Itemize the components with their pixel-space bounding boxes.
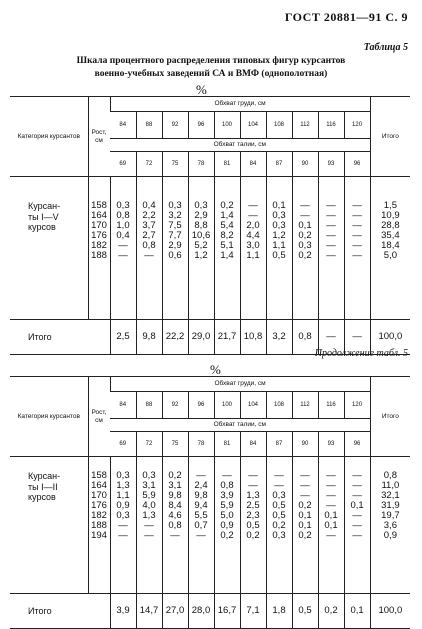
chest-size-cell: 116 bbox=[318, 392, 344, 419]
value-column bbox=[266, 177, 292, 320]
value-column-value: 0,3 bbox=[168, 200, 182, 211]
row-total-column-value: 31,9 bbox=[381, 500, 400, 511]
value-column bbox=[162, 457, 188, 594]
category-label-line: курсов bbox=[28, 222, 56, 232]
height-column-value: 182 bbox=[91, 240, 107, 251]
value-column-value: — bbox=[144, 530, 154, 541]
value-column bbox=[240, 177, 266, 320]
waist-size-cell: 75 bbox=[162, 152, 188, 177]
column-total-cell: 0,2 bbox=[318, 594, 344, 629]
value-column-value: 3,1 bbox=[168, 480, 182, 491]
value-column bbox=[344, 457, 370, 594]
category-header: Категория курсантов bbox=[10, 377, 88, 457]
value-column-value: 2,5 bbox=[246, 500, 260, 511]
value-column-value: 5,5 bbox=[194, 510, 208, 521]
row-total-column-value: 32,1 bbox=[381, 490, 400, 501]
value-column-value: 9,4 bbox=[194, 500, 208, 511]
value-column-value: — bbox=[248, 470, 258, 481]
value-column-value: 0,3 bbox=[142, 470, 156, 481]
category-label-line: Курсан- bbox=[28, 201, 61, 211]
value-column-value: 0,3 bbox=[272, 530, 286, 541]
value-column-value: — bbox=[326, 250, 336, 261]
caption-line-1: Шкала процентного распределения типовых фигур курсантов bbox=[76, 56, 346, 66]
value-column-value: 4,6 bbox=[168, 510, 182, 521]
value-column-value: 0,5 bbox=[272, 510, 286, 521]
value-column-value: 0,6 bbox=[168, 250, 182, 261]
waist-size-cell: 96 bbox=[344, 152, 370, 177]
value-column-value: — bbox=[352, 250, 362, 261]
value-column-value: 9,8 bbox=[168, 490, 182, 501]
row-total-column-value: 3,6 bbox=[383, 520, 397, 531]
waist-size-cell: 81 bbox=[214, 152, 240, 177]
waist-size-cell: 87 bbox=[266, 152, 292, 177]
row-total-column bbox=[370, 177, 410, 320]
value-column-value: 1,1 bbox=[246, 250, 260, 261]
value-column-value: 1,3 bbox=[142, 510, 156, 521]
row-total-column bbox=[370, 457, 410, 594]
value-column-value: 5,9 bbox=[220, 500, 234, 511]
height-column-value: 188 bbox=[91, 250, 107, 261]
row-total-column-value: 35,4 bbox=[381, 230, 400, 241]
value-column-value: — bbox=[118, 530, 128, 541]
value-column-value: 1,4 bbox=[220, 210, 234, 221]
total-header: Итого bbox=[370, 377, 410, 457]
height-header: Рост, см bbox=[88, 377, 110, 457]
height-column-value: 182 bbox=[91, 510, 107, 521]
value-column-value: — bbox=[352, 510, 362, 521]
waist-title: Обхват талии, см bbox=[110, 139, 370, 152]
percent-sign: % bbox=[196, 82, 207, 97]
value-column-value: — bbox=[248, 200, 258, 211]
value-column-value: — bbox=[326, 200, 336, 211]
value-column-value: 1,3 bbox=[246, 490, 260, 501]
value-column-value: — bbox=[352, 220, 362, 231]
value-column-value: — bbox=[222, 470, 232, 481]
value-column-value: — bbox=[352, 480, 362, 491]
column-total-cell: — bbox=[318, 320, 344, 355]
value-column-value: 0,8 bbox=[220, 480, 234, 491]
value-column-value: — bbox=[144, 250, 154, 261]
value-column-value: 0,7 bbox=[194, 520, 208, 531]
table-caption bbox=[30, 55, 392, 80]
value-column-value: — bbox=[352, 200, 362, 211]
column-total-cell: 22,2 bbox=[162, 320, 188, 355]
value-column-value: — bbox=[326, 500, 336, 511]
height-column-value: 170 bbox=[91, 220, 107, 231]
value-column-value: — bbox=[248, 210, 258, 221]
chest-size-cell: 100 bbox=[214, 392, 240, 419]
totals-label: Итого bbox=[10, 594, 110, 629]
category-label-line: Курсан- bbox=[28, 471, 61, 481]
value-column bbox=[188, 457, 214, 594]
value-column-value: 0,2 bbox=[298, 230, 312, 241]
column-total-cell: 0,8 bbox=[292, 320, 318, 355]
value-column-value: 3,9 bbox=[220, 490, 234, 501]
chest-size-cell: 120 bbox=[344, 112, 370, 139]
value-column-value: 0,8 bbox=[168, 520, 182, 531]
category-label-line: ты I—II bbox=[28, 481, 58, 492]
value-column-value: 5,9 bbox=[142, 490, 156, 501]
row-total-column-value: 5,0 bbox=[383, 250, 397, 261]
data-block bbox=[10, 177, 410, 320]
value-column-value: 4,0 bbox=[142, 500, 156, 511]
waist-size-cell: 90 bbox=[292, 432, 318, 457]
grand-total-cell: 100,0 bbox=[370, 320, 410, 355]
value-column-value: — bbox=[144, 520, 154, 531]
value-column-value: 0,9 bbox=[220, 520, 234, 531]
height-column-value: 176 bbox=[91, 500, 107, 511]
waist-title: Обхват талии, см bbox=[110, 419, 370, 432]
value-column bbox=[240, 457, 266, 594]
column-total-cell: 3,9 bbox=[110, 594, 136, 629]
size-table-2 bbox=[10, 376, 410, 629]
value-column-value: — bbox=[118, 250, 128, 261]
height-column-value: 164 bbox=[91, 210, 107, 221]
value-column bbox=[110, 177, 136, 320]
row-total-column-value: 0,9 bbox=[383, 530, 397, 541]
value-column bbox=[214, 457, 240, 594]
value-column-value: — bbox=[326, 470, 336, 481]
header-row bbox=[10, 377, 410, 392]
value-column-value: 2,4 bbox=[194, 480, 208, 491]
value-column-value: 0,2 bbox=[220, 530, 234, 541]
table-number: Таблица 5 bbox=[363, 42, 408, 53]
value-column-value: 0,2 bbox=[298, 250, 312, 261]
value-column-value: 0,5 bbox=[246, 520, 260, 531]
column-total-cell: 27,0 bbox=[162, 594, 188, 629]
row-total-column-value: 28,8 bbox=[381, 220, 400, 231]
value-column-value: 0,2 bbox=[246, 530, 260, 541]
column-total-cell: 9,8 bbox=[136, 320, 162, 355]
waist-size-cell: 90 bbox=[292, 152, 318, 177]
chest-size-cell: 92 bbox=[162, 392, 188, 419]
value-column-value: 2,3 bbox=[246, 510, 260, 521]
column-total-cell: 21,7 bbox=[214, 320, 240, 355]
column-total-cell: 29,0 bbox=[188, 320, 214, 355]
value-column-value: — bbox=[326, 220, 336, 231]
value-column-value: 0,3 bbox=[272, 210, 286, 221]
value-column-value: — bbox=[170, 530, 180, 541]
value-column-value: — bbox=[326, 210, 336, 221]
value-column-value: 0,3 bbox=[116, 200, 130, 211]
chest-size-cell: 108 bbox=[266, 392, 292, 419]
height-column bbox=[88, 457, 110, 594]
height-column-value: 164 bbox=[91, 480, 107, 491]
value-column-value: 3,2 bbox=[168, 210, 182, 221]
column-total-cell: 7,1 bbox=[240, 594, 266, 629]
total-header: Итого bbox=[370, 97, 410, 177]
value-column-value: 0,2 bbox=[298, 500, 312, 511]
value-column-value: 0,1 bbox=[298, 520, 312, 531]
value-column bbox=[214, 177, 240, 320]
value-column-value: 1,1 bbox=[116, 490, 130, 501]
height-column-value: 188 bbox=[91, 520, 107, 531]
value-column bbox=[292, 457, 318, 594]
grand-total-cell: 100,0 bbox=[370, 594, 410, 629]
column-total-cell: 14,7 bbox=[136, 594, 162, 629]
value-column-value: 0,3 bbox=[272, 220, 286, 231]
chest-size-cell: 84 bbox=[110, 392, 136, 419]
value-column-value: — bbox=[352, 470, 362, 481]
waist-size-cell: 72 bbox=[136, 152, 162, 177]
row-total-column-value: 19,7 bbox=[381, 510, 400, 521]
data-block bbox=[10, 457, 410, 594]
continuation-label: Продолжение табл. 5 bbox=[314, 348, 408, 359]
totals-row bbox=[10, 594, 410, 629]
value-column bbox=[318, 177, 344, 320]
row-total-column-value: 10,9 bbox=[381, 210, 400, 221]
waist-size-cell: 72 bbox=[136, 432, 162, 457]
value-column-value: — bbox=[300, 210, 310, 221]
chest-title: Обхват груди, см bbox=[110, 97, 370, 112]
value-column-value: 0,5 bbox=[272, 250, 286, 261]
value-column-value: 2,9 bbox=[194, 210, 208, 221]
waist-size-cell: 93 bbox=[318, 432, 344, 457]
value-column-value: 9,8 bbox=[194, 490, 208, 501]
column-total-cell: 0,1 bbox=[344, 594, 370, 629]
value-column-value: 1,3 bbox=[116, 480, 130, 491]
value-column-value: — bbox=[118, 520, 128, 531]
waist-size-cell: 87 bbox=[266, 432, 292, 457]
chest-size-cell: 120 bbox=[344, 392, 370, 419]
value-column-value: 4,4 bbox=[246, 230, 260, 241]
value-column bbox=[110, 457, 136, 594]
value-column-value: 2,7 bbox=[142, 230, 156, 241]
value-column-value: 8,8 bbox=[194, 220, 208, 231]
value-column-value: 1,0 bbox=[116, 220, 130, 231]
chest-size-cell: 104 bbox=[240, 392, 266, 419]
value-column-value: 0,4 bbox=[116, 230, 130, 241]
value-column-value: 0,2 bbox=[298, 530, 312, 541]
value-column bbox=[188, 177, 214, 320]
value-column-value: 0,1 bbox=[350, 500, 364, 511]
value-column-value: — bbox=[352, 230, 362, 241]
page-header: ГОСТ 20881—91 С. 9 bbox=[284, 10, 408, 24]
value-column-value: — bbox=[326, 490, 336, 501]
value-column-value: 0,1 bbox=[298, 510, 312, 521]
waist-size-cell: 69 bbox=[110, 152, 136, 177]
value-column-value: — bbox=[326, 480, 336, 491]
chest-size-cell: 112 bbox=[292, 112, 318, 139]
column-total-cell: — bbox=[344, 320, 370, 355]
chest-size-cell: 100 bbox=[214, 112, 240, 139]
chest-size-cell: 88 bbox=[136, 392, 162, 419]
value-column-value: — bbox=[352, 530, 362, 541]
value-column bbox=[292, 177, 318, 320]
column-total-cell: 1,8 bbox=[266, 594, 292, 629]
value-column-value: — bbox=[326, 230, 336, 241]
column-total-cell: 0,5 bbox=[292, 594, 318, 629]
row-total-column-value: 18,4 bbox=[381, 240, 400, 251]
value-column-value: 8,4 bbox=[168, 500, 182, 511]
waist-size-cell: 84 bbox=[240, 152, 266, 177]
value-column-value: 0,3 bbox=[298, 240, 312, 251]
value-column-value: — bbox=[352, 210, 362, 221]
value-column-value: 0,3 bbox=[194, 200, 208, 211]
value-column-value: 0,2 bbox=[168, 470, 182, 481]
value-column-value: — bbox=[326, 530, 336, 541]
value-column-value: — bbox=[274, 480, 284, 491]
value-column bbox=[162, 177, 188, 320]
totals-label: Итого bbox=[10, 320, 110, 355]
value-column-value: 1,1 bbox=[272, 240, 286, 251]
value-column-value: — bbox=[118, 240, 128, 251]
waist-size-cell: 78 bbox=[188, 432, 214, 457]
chest-size-cell: 92 bbox=[162, 112, 188, 139]
value-column-value: 0,2 bbox=[220, 200, 234, 211]
value-column-value: 5,1 bbox=[220, 240, 234, 251]
value-column-value: 0,8 bbox=[142, 240, 156, 251]
chest-size-cell: 104 bbox=[240, 112, 266, 139]
value-column-value: 2,2 bbox=[142, 210, 156, 221]
category-cell bbox=[10, 457, 88, 594]
chest-size-cell: 88 bbox=[136, 112, 162, 139]
value-column-value: — bbox=[300, 200, 310, 211]
value-column-value: 2,9 bbox=[168, 240, 182, 251]
value-column-value: — bbox=[248, 480, 258, 491]
column-total-cell: 2,5 bbox=[110, 320, 136, 355]
value-column-value: 7,5 bbox=[168, 220, 182, 231]
chest-title: Обхват груди, см bbox=[110, 377, 370, 392]
value-column-value: — bbox=[196, 530, 206, 541]
value-column-value: 5,4 bbox=[220, 220, 234, 231]
value-column-value: — bbox=[352, 240, 362, 251]
value-column-value: 3,0 bbox=[246, 240, 260, 251]
value-column-value: 0,1 bbox=[324, 510, 338, 521]
value-column-value: — bbox=[274, 470, 284, 481]
value-column-value: — bbox=[352, 520, 362, 531]
value-column-value: 0,5 bbox=[272, 500, 286, 511]
category-cell bbox=[10, 177, 88, 320]
value-column-value: 1,4 bbox=[220, 250, 234, 261]
value-column-value: 0,3 bbox=[116, 470, 130, 481]
chest-size-cell: 96 bbox=[188, 392, 214, 419]
value-column-value: 0,2 bbox=[272, 520, 286, 531]
value-column-value: 0,4 bbox=[142, 200, 156, 211]
height-column-value: 158 bbox=[91, 470, 107, 481]
chest-size-cell: 112 bbox=[292, 392, 318, 419]
chest-size-cell: 96 bbox=[188, 112, 214, 139]
value-column-value: — bbox=[300, 490, 310, 501]
waist-size-cell: 84 bbox=[240, 432, 266, 457]
category-label-line: курсов bbox=[28, 492, 56, 502]
value-column-value: 3,1 bbox=[142, 480, 156, 491]
height-column-value: 176 bbox=[91, 230, 107, 241]
value-column-value: — bbox=[352, 490, 362, 501]
column-total-cell: 10,8 bbox=[240, 320, 266, 355]
waist-size-cell: 75 bbox=[162, 432, 188, 457]
column-total-cell: 3,2 bbox=[266, 320, 292, 355]
value-column-value: 0,1 bbox=[272, 200, 286, 211]
waist-size-cell: 96 bbox=[344, 432, 370, 457]
row-total-column-value: 1,5 bbox=[383, 200, 397, 211]
header-row bbox=[10, 97, 410, 112]
height-header: Рост, см bbox=[88, 97, 110, 177]
column-total-cell: 16,7 bbox=[214, 594, 240, 629]
value-column-value: 0,1 bbox=[298, 220, 312, 231]
value-column-value: 2,0 bbox=[246, 220, 260, 231]
chest-size-cell: 108 bbox=[266, 112, 292, 139]
height-column-value: 158 bbox=[91, 200, 107, 211]
value-column-value: 0,8 bbox=[116, 210, 130, 221]
value-column-value: 8,2 bbox=[220, 230, 234, 241]
category-header: Категория курсантов bbox=[10, 97, 88, 177]
value-column bbox=[136, 177, 162, 320]
value-column-value: 5,0 bbox=[220, 510, 234, 521]
value-column-value: 0,3 bbox=[272, 490, 286, 501]
value-column-value: 0,9 bbox=[116, 500, 130, 511]
value-column-value: 0,3 bbox=[116, 510, 130, 521]
waist-size-cell: 78 bbox=[188, 152, 214, 177]
column-total-cell: 28,0 bbox=[188, 594, 214, 629]
height-column-value: 170 bbox=[91, 490, 107, 501]
value-column bbox=[136, 457, 162, 594]
size-table-1 bbox=[10, 96, 410, 355]
value-column bbox=[344, 177, 370, 320]
waist-size-cell: 69 bbox=[110, 432, 136, 457]
value-column-value: 3,7 bbox=[142, 220, 156, 231]
waist-size-cell: 93 bbox=[318, 152, 344, 177]
row-total-column-value: 0,8 bbox=[383, 470, 397, 481]
value-column-value: — bbox=[300, 480, 310, 491]
value-column-value: 1,2 bbox=[194, 250, 208, 261]
percent-sign-2: % bbox=[210, 362, 221, 377]
value-column-value: 7,7 bbox=[168, 230, 182, 241]
height-column bbox=[88, 177, 110, 320]
chest-size-cell: 116 bbox=[318, 112, 344, 139]
value-column-value: 0,1 bbox=[324, 520, 338, 531]
value-column-value: — bbox=[196, 470, 206, 481]
value-column-value: — bbox=[300, 470, 310, 481]
chest-size-cell: 84 bbox=[110, 112, 136, 139]
value-column-value: 1,2 bbox=[272, 230, 286, 241]
value-column bbox=[266, 457, 292, 594]
height-column-value: 194 bbox=[91, 530, 107, 541]
value-column-value: 5,2 bbox=[194, 240, 208, 251]
value-column-value: 10,6 bbox=[191, 230, 211, 241]
value-column-value: — bbox=[326, 240, 336, 251]
value-column bbox=[318, 457, 344, 594]
row-total-column-value: 11,0 bbox=[381, 480, 400, 491]
category-label-line: ты I—V bbox=[28, 211, 59, 222]
waist-size-cell: 81 bbox=[214, 432, 240, 457]
caption-line-2: военно-учебных заведений СА и ВМФ (однополотная) bbox=[94, 68, 328, 79]
